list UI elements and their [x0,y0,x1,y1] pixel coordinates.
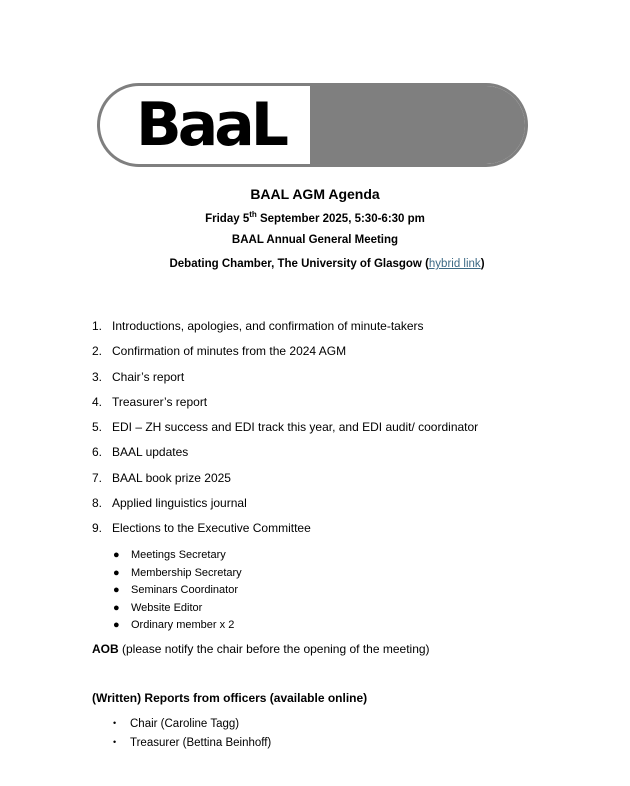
date-prefix: Friday 5 [205,212,250,225]
meeting-name: BAAL Annual General Meeting [231,234,399,246]
election-role [113,583,242,601]
election-role-label: Membership Secretary [131,566,242,579]
election-role-label: Website Editor [131,601,203,614]
bullet-icon: ● [113,566,120,579]
agenda-item-number: 6. [92,445,103,460]
meeting-venue [12,258,630,270]
date-suffix: September 2025, 5:30-6:30 pm [256,212,425,225]
venue-close: ) [480,258,485,270]
agenda-item [92,343,478,368]
agenda-item-text: Introductions, apologies, and confirmation of minute-takers [112,319,424,333]
report-item [113,735,271,754]
elections-list [113,548,242,636]
election-role-label: Meetings Secretary [131,549,226,561]
election-role [113,566,242,584]
agenda-item [92,394,478,419]
agenda-item-number: 2. [92,344,103,359]
report-item [113,716,271,735]
agenda-item-number: 7. [92,470,103,485]
agenda-item-number: 4. [92,394,103,409]
agenda-item-number: 1. [92,319,103,333]
hybrid-link[interactable]: hybrid link [428,258,481,270]
agenda-item-text: EDI – ZH success and EDI track this year, and EDI audit/ coordinator [112,420,479,435]
bullet-icon: • [113,737,117,747]
agenda-item-text: BAAL updates [112,445,189,460]
meeting-date [0,210,630,225]
agenda-item-number: 5. [92,420,103,435]
agenda-item [92,369,478,394]
agenda-item-number: 3. [92,369,103,384]
election-role [113,618,242,636]
agenda-item-number: 9. [92,521,103,536]
agenda-item-text: Applied linguistics journal [112,496,247,511]
election-role-label: Seminars Coordinator [131,584,238,596]
election-role [113,601,242,619]
agenda-item-text: Elections to the Executive Committee [112,521,311,536]
agenda-item [92,444,478,469]
election-role-label: Ordinary member x 2 [131,619,235,631]
reports-list [113,716,271,754]
baal-logo: BaaL [136,90,285,160]
venue-text: Debating Chamber, The University of Glasgow ( [169,258,429,270]
agenda-item [92,318,478,343]
agenda-list [92,318,478,546]
agenda-item-text: Chair’s report [112,369,185,384]
agenda-item-number: 8. [92,496,103,511]
bullet-icon: ● [113,601,120,614]
bullet-icon: ● [113,619,120,631]
report-item-label: Treasurer (Bettina Beinhoff) [130,737,272,749]
bullet-icon: ● [113,549,120,561]
aob-line [92,642,430,656]
agenda-item [92,520,478,545]
aob-text: (please notify the chair before the opening of the meeting) [118,642,430,656]
bullet-icon: ● [113,584,120,596]
banner-grey-panel [310,86,525,164]
agenda-item [92,419,478,444]
agenda-item [92,470,478,495]
bullet-icon: • [113,718,117,728]
report-item-label: Chair (Caroline Tagg) [130,718,240,730]
agenda-item-text: BAAL book prize 2025 [112,470,231,485]
agenda-item [92,495,478,520]
date-superscript: th [249,210,257,219]
agenda-item-text: Treasurer’s report [112,394,208,409]
agenda-item-text: Confirmation of minutes from the 2024 AGM [112,344,347,359]
aob-label: AOB [92,642,119,656]
document-title: BAAL AGM Agenda [250,186,380,202]
election-role [113,548,242,566]
reports-heading: (Written) Reports from officers (available online) [92,691,368,705]
